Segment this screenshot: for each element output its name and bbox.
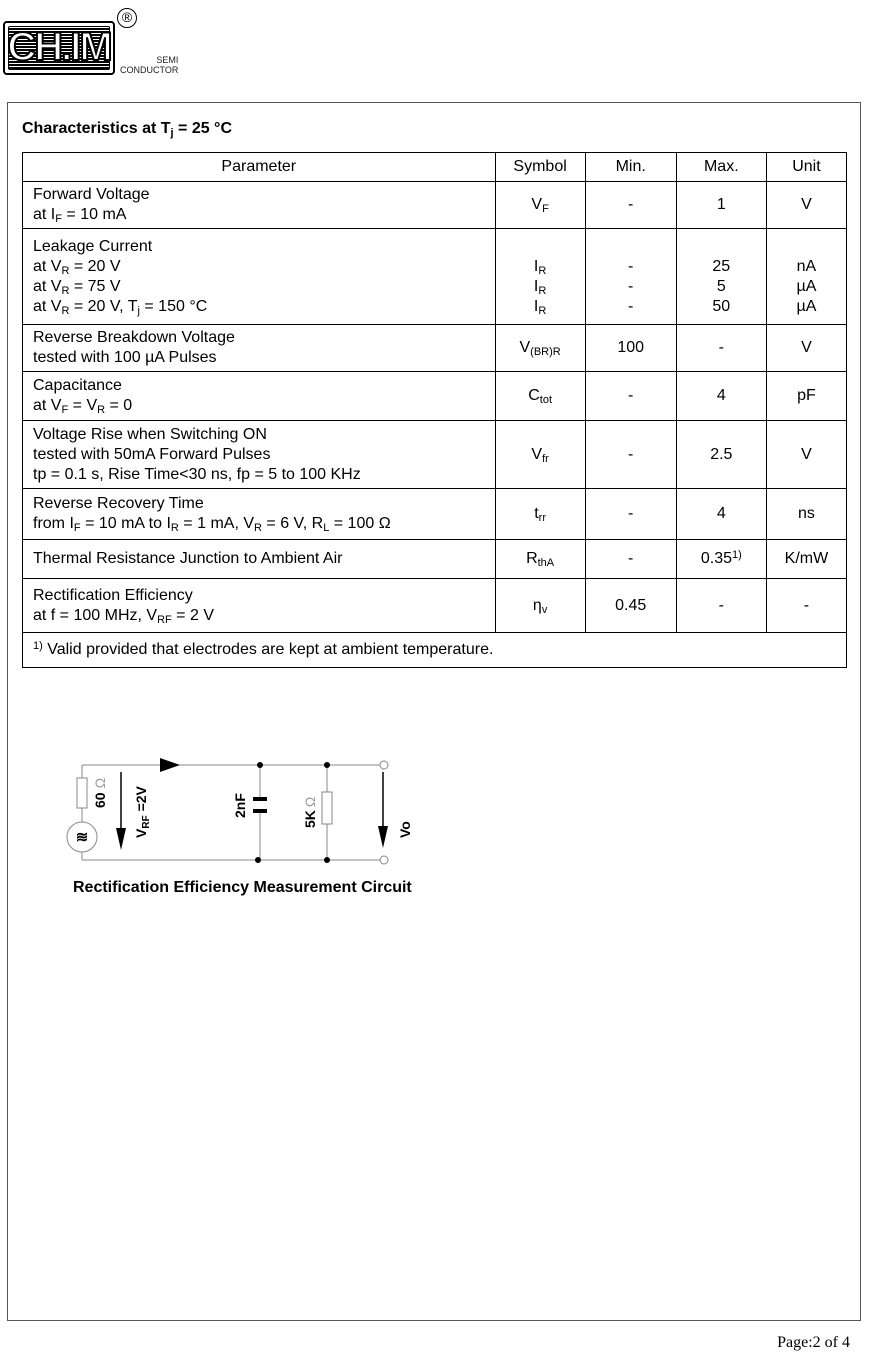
param-condition: [33, 277, 485, 297]
max-cell: [676, 540, 766, 579]
unit-cell: [766, 229, 846, 325]
parameter-cell: [23, 182, 496, 229]
min-value: -: [628, 297, 634, 315]
unit-cell: V: [766, 182, 846, 229]
parameter-cell: [23, 229, 496, 325]
max-cell: 4: [676, 372, 766, 421]
symbol-line: [496, 257, 585, 277]
symbol-cell: [495, 489, 585, 540]
footnote-cell: [23, 633, 847, 668]
symbol-text: t: [534, 505, 539, 522]
r2-ohm: Ω: [302, 796, 318, 808]
unit-cell: V: [766, 325, 846, 372]
param-condition: [33, 606, 485, 626]
vo-label: [397, 821, 413, 838]
parameter-cell: [23, 325, 496, 372]
symbol-text: I: [533, 297, 539, 315]
max-cell: -: [676, 579, 766, 633]
vrf-sub: RF: [141, 815, 152, 829]
param-title: Rectification Efficiency: [33, 586, 193, 604]
max-value: 50: [712, 297, 731, 315]
table-header-row: [23, 153, 847, 182]
resistor-5k: [322, 792, 332, 824]
symbol-sub: F: [542, 203, 549, 215]
table-row: [23, 540, 847, 579]
cond-text: = 20 V: [69, 257, 121, 275]
param-condition: tested with 50mA Forward Pulses: [33, 445, 271, 463]
symbol-sub: R: [538, 284, 547, 297]
cond-sub: R: [61, 304, 70, 317]
svg-text:VRF =2V: [133, 785, 152, 838]
max-value: 25: [712, 257, 731, 275]
r1-label: [92, 778, 108, 808]
cond-text: = 150 °C: [139, 297, 208, 315]
current-arrow: [160, 758, 180, 772]
unit-cell: pF: [766, 372, 846, 421]
min-cell: [585, 229, 676, 325]
param-title: Forward Voltage: [33, 186, 150, 203]
cond-text: at I: [33, 206, 56, 223]
table-row: [23, 421, 847, 489]
symbol-cell: [495, 579, 585, 633]
unit-value: µA: [796, 277, 817, 295]
param-title: Leakage Current: [33, 237, 153, 255]
cap-plate: [253, 809, 267, 813]
logo-text: CH.IM: [7, 25, 111, 69]
table-row: [23, 372, 847, 421]
r1-value: 60: [92, 792, 108, 808]
cond-sub: R: [170, 522, 179, 534]
svg-text:60Ω: [92, 778, 108, 808]
vo-value: Vo: [397, 821, 413, 838]
symbol-text: C: [528, 387, 540, 404]
param-title: Reverse Breakdown Voltage: [33, 329, 235, 346]
table-row: [23, 229, 847, 325]
min-cell: 0.45: [585, 579, 676, 633]
symbol-line: [496, 277, 585, 297]
max-cell: 1: [676, 182, 766, 229]
unit-value: µA: [796, 297, 817, 315]
cond-sub: R: [61, 284, 70, 297]
param-condition: tp = 0.1 s, Rise Time<30 ns, fp = 5 to 100 KHz: [33, 465, 361, 483]
symbol-cell: [495, 372, 585, 421]
symbol-sub: R: [538, 304, 547, 317]
table-row: [23, 579, 847, 633]
parameter-cell: [23, 489, 496, 540]
symbol-text: η: [532, 596, 542, 614]
param-title: Capacitance: [33, 377, 122, 394]
vo-arrow: [378, 826, 388, 848]
cond-text: at V: [33, 397, 62, 414]
symbol-cell: [495, 229, 585, 325]
cond-text: at f = 100 MHz, V: [33, 606, 158, 624]
max-cell: 2.5: [676, 421, 766, 489]
symbol-sub: R: [538, 264, 547, 277]
page-number: Page:2 of 4: [777, 1334, 850, 1351]
vrf-arrow: [116, 828, 126, 850]
symbol-sub: v: [541, 603, 548, 616]
vrf-value: =2V: [133, 786, 149, 816]
max-cell: 4: [676, 489, 766, 540]
cond-sub: F: [73, 522, 81, 534]
symbol-text: R: [526, 550, 538, 567]
cap-value: 2nF: [232, 793, 248, 818]
cond-sub: j: [137, 304, 140, 317]
header-min: Min.: [585, 153, 676, 182]
unit-cell: -: [766, 579, 846, 633]
cap-label: [232, 793, 248, 818]
heading-text: Characteristics at T: [22, 120, 171, 137]
cond-text: = 20 V, T: [69, 297, 138, 315]
max-cell: [676, 229, 766, 325]
source-icon: ≋: [75, 829, 89, 846]
cond-sub: R: [97, 404, 106, 416]
min-value: -: [628, 257, 634, 275]
r2-value: 5K: [302, 810, 318, 828]
unit-cell: V: [766, 421, 846, 489]
table-row: [23, 489, 847, 540]
vrf-label: [133, 785, 152, 838]
cond-sub: R: [61, 264, 70, 277]
header-parameter: Parameter: [23, 153, 496, 182]
symbol-text: V: [519, 339, 531, 356]
param-condition: [33, 205, 485, 225]
symbol-text: I: [533, 257, 539, 275]
cond-text: = V: [68, 397, 98, 414]
symbol-sub: thA: [537, 557, 555, 569]
max-value: 0.35: [700, 550, 732, 567]
cond-sub: F: [61, 404, 69, 416]
symbol-sub: rr: [538, 512, 546, 524]
cond-text: at V: [33, 257, 62, 275]
symbol-text: I: [533, 277, 539, 295]
header-symbol: Symbol: [495, 153, 585, 182]
cond-sub: RF: [157, 613, 172, 626]
header-unit: Unit: [766, 153, 846, 182]
param-title: Reverse Recovery Time: [33, 495, 204, 512]
min-cell: -: [585, 421, 676, 489]
r2-label: [302, 797, 318, 828]
cond-text: = 0: [105, 397, 133, 414]
table-row: [23, 182, 847, 229]
footnote-ref: 1): [731, 549, 742, 561]
min-cell: -: [585, 489, 676, 540]
param-condition: [33, 297, 485, 317]
symbol-sub: tot: [539, 394, 552, 406]
resistor-60: [77, 778, 87, 808]
cond-text: = 2 V: [171, 606, 214, 624]
max-cell: -: [676, 325, 766, 372]
symbol-line: [496, 297, 585, 317]
svg-text:5KΩ: [302, 797, 318, 828]
conductor-text: CONDUCTOR: [120, 65, 179, 75]
circuit-wires: [67, 761, 388, 864]
cond-text: = 75 V: [69, 277, 121, 295]
cond-sub: F: [55, 213, 62, 225]
measurement-circuit: [60, 750, 430, 875]
max-value: 5: [716, 277, 726, 295]
company-logo: [3, 21, 115, 75]
symbol-sub: (BR)R: [530, 346, 561, 358]
footnote-row: [23, 633, 847, 668]
cond-text: at V: [33, 297, 62, 315]
symbol-sub: fr: [542, 452, 549, 465]
cond-text: = 100 Ω: [329, 515, 391, 532]
unit-cell: K/mW: [766, 540, 846, 579]
param-title: Voltage Rise when Switching ON: [33, 425, 267, 443]
unit-cell: ns: [766, 489, 846, 540]
heading-sub: j: [170, 127, 174, 139]
header-max: Max.: [676, 153, 766, 182]
cond-sub: L: [323, 522, 330, 534]
cond-text: from I: [33, 515, 74, 532]
parameter-cell: [23, 421, 496, 489]
parameter-cell: [23, 579, 496, 633]
cond-text: = 10 mA to I: [80, 515, 171, 532]
symbol-cell: [495, 182, 585, 229]
circuit-caption: Rectification Efficiency Measurement Circuit: [73, 879, 412, 896]
table-row: [23, 325, 847, 372]
cap-plate: [253, 797, 267, 801]
symbol-cell: [495, 540, 585, 579]
param-condition: [33, 396, 485, 416]
cond-sub: R: [254, 522, 262, 534]
min-cell: -: [585, 372, 676, 421]
parameter-cell: [23, 372, 496, 421]
semiconductor-label: [120, 55, 178, 75]
param-condition: tested with 100 µA Pulses: [33, 349, 217, 366]
symbol-text: V: [531, 445, 543, 463]
heading-suffix: = 25 °C: [173, 120, 233, 137]
min-cell: -: [585, 182, 676, 229]
param-condition: [33, 257, 485, 277]
param-condition: [33, 514, 485, 534]
symbol-text: V: [531, 196, 543, 213]
symbol-cell: [495, 421, 585, 489]
min-cell: -: [585, 540, 676, 579]
characteristics-table: [22, 152, 847, 668]
min-cell: 100: [585, 325, 676, 372]
cond-text: at V: [33, 277, 62, 295]
section-heading: [22, 120, 232, 138]
cond-text: = 1 mA, V: [178, 515, 254, 532]
footnote-text: Valid provided that electrodes are kept at ambient temperature.: [42, 641, 494, 658]
cond-text: = 10 mA: [61, 206, 127, 223]
symbol-cell: [495, 325, 585, 372]
registered-mark: ®: [117, 8, 137, 28]
cond-text: = 6 V, R: [261, 515, 324, 532]
parameter-cell: [23, 540, 496, 579]
footnote-mark: 1): [33, 640, 43, 652]
unit-value: nA: [796, 257, 817, 275]
min-value: -: [628, 277, 634, 295]
r1-ohm: Ω: [92, 777, 108, 789]
param-title: Thermal Resistance Junction to Ambient Air: [33, 550, 343, 567]
vrf-text: V: [133, 828, 149, 838]
semi-text: SEMI: [156, 55, 179, 65]
